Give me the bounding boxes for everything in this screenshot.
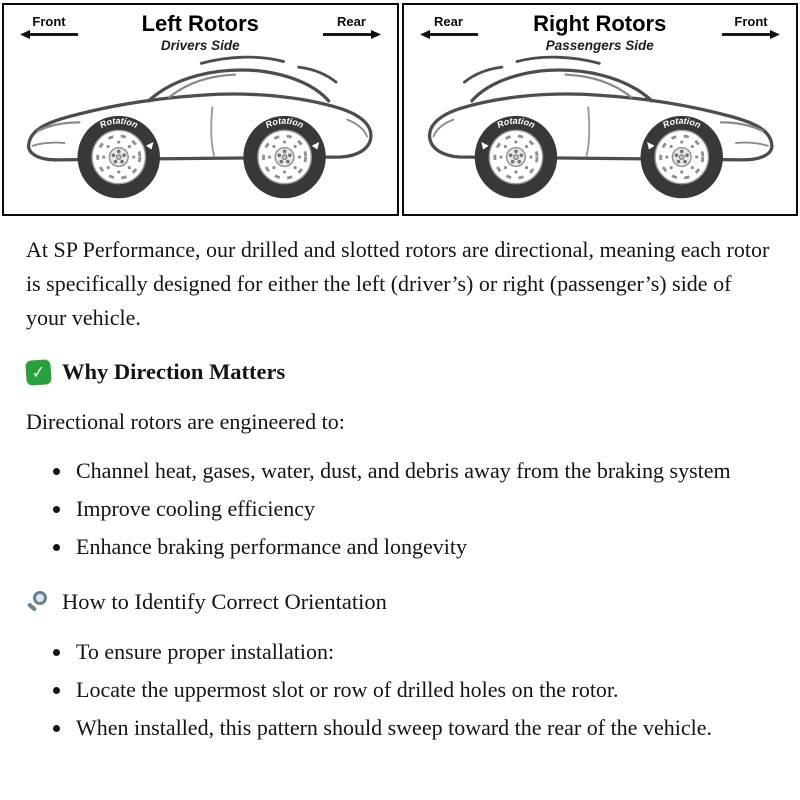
rear-label-text: Rear [337,14,366,29]
left-rotors-panel [2,3,399,216]
rotation-label: Rotation [98,115,140,131]
rotor-direction-diagram [0,0,800,216]
section-heading-why-direction-matters [26,359,774,385]
left-car-illustration [4,54,397,202]
left-panel-header [4,5,397,53]
rotation-label: Rotation [660,115,703,131]
magnifier-icon [26,589,51,614]
right-panel-titles [486,11,715,53]
right-car-illustration [404,54,797,202]
section1-bullet-list [26,454,774,564]
list-item: • To ensure proper installation: [73,635,763,669]
rotation-label: Rotation [494,115,537,131]
list-item: • Channel heat, gases, water, dust, and debris away from the braking system [73,454,763,488]
arrow-right-icon [323,30,381,39]
magnifier-lens [33,591,47,605]
check-icon: ✓ [25,359,52,386]
intro-paragraph: At SP Performance, our drilled and slotted rotors are directional, meaning each rotor is specifically designed for either the left (driver’s) or right (passenger’s) side of your vehicle. [26,237,770,331]
left-panel-subtitle: Drivers Side [160,38,240,53]
rear-label-text: Rear [434,14,463,29]
right-rotors-panel [402,3,799,216]
rear-wheel-rotor [243,116,325,199]
list-item: • When installed, this pattern should sweep toward the rear of the vehicle. [73,711,763,745]
left-panel-titles [86,11,315,53]
rear-direction-label [315,14,389,39]
list-item: • Locate the uppermost slot or row of drilled holes on the rotor. [73,673,763,707]
arrow-right-icon [722,30,780,39]
section2-bullet-list [26,635,774,745]
arrow-left-icon [20,30,78,39]
list-item: • Improve cooling efficiency [73,492,763,526]
article-content [0,216,800,745]
section1-lead: Directional rotors are engineered to: [26,409,345,435]
rear-direction-label [412,14,486,39]
arrow-left-icon [420,30,478,39]
section-heading-text: How to Identify Correct Orientation [62,588,387,614]
left-panel-title: Left Rotors [141,11,259,36]
front-direction-label [12,14,86,39]
rear-wheel-rotor [474,116,556,199]
front-label-text: Front [734,14,768,29]
list-item: • Enhance braking performance and longevity [73,530,763,564]
rotation-label: Rotation [263,115,306,131]
section-heading-how-to-identify [26,589,774,615]
right-panel-subtitle: Passengers Side [545,38,654,53]
front-wheel-rotor [78,116,160,199]
front-direction-label [714,14,788,39]
right-panel-header [404,5,797,53]
right-panel-title: Right Rotors [533,11,667,36]
front-wheel-rotor [640,116,722,199]
section-heading-text: Why Direction Matters [62,359,286,385]
front-label-text: Front [32,14,66,29]
